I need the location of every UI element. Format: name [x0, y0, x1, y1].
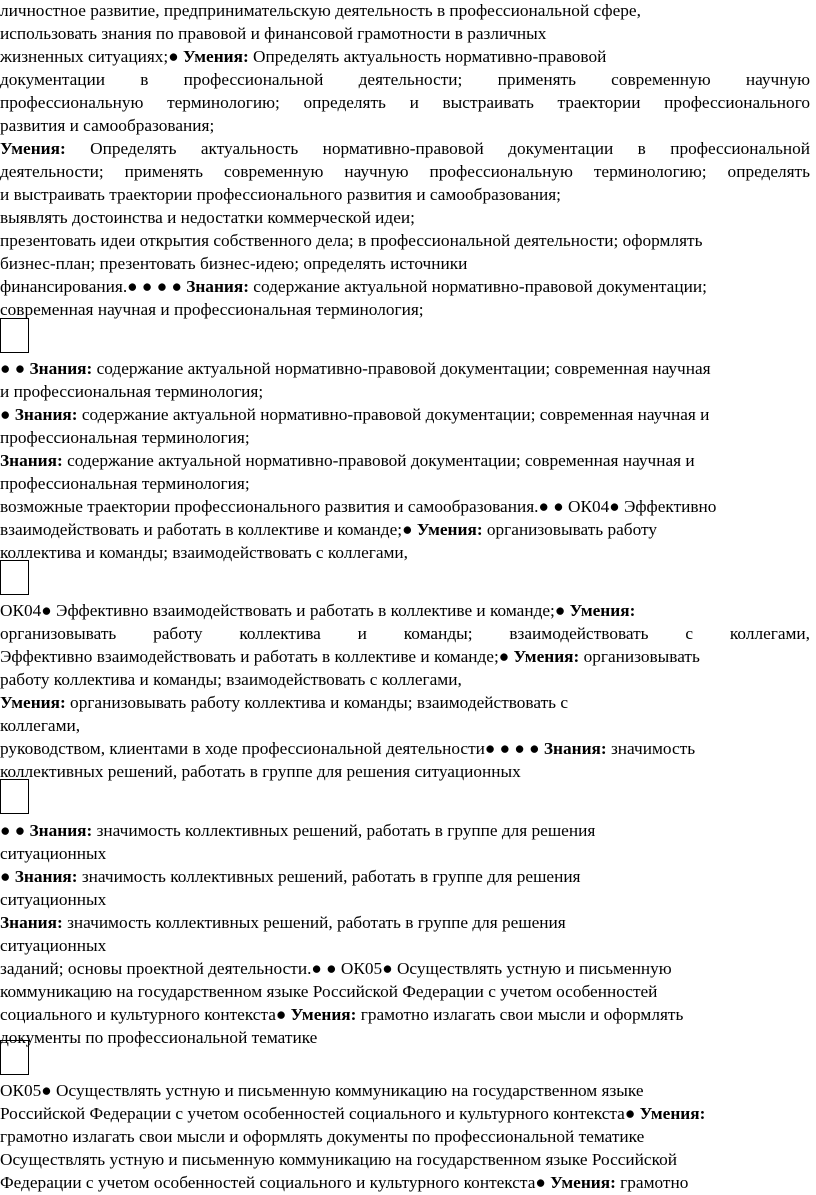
- text-line: [0, 496, 716, 519]
- bold-label: Умения:: [0, 139, 66, 158]
- text-line: [0, 981, 657, 1004]
- text-segment: Российской Федерации с учетом особенностей социального и культурного контекста●: [0, 1104, 640, 1123]
- text-segment: бизнес-план; презентовать бизнес-идею; определять источники: [0, 254, 468, 273]
- text-segment: значимость коллективных решений, работать в группе для решения: [62, 913, 566, 932]
- bold-label: Знания:: [14, 405, 78, 424]
- text-segment: развития и самообразования;: [0, 116, 215, 135]
- text-segment: значимость: [606, 739, 696, 758]
- text-segment: документы по профессиональной тематике: [0, 1028, 318, 1047]
- bold-label: Знания:: [29, 821, 93, 840]
- text-segment: руководством, клиентами в ходе профессиональной деятельности● ● ● ●: [0, 739, 544, 758]
- bold-label: Умения:: [639, 1104, 706, 1123]
- text-line: [0, 692, 568, 715]
- text-line: [0, 935, 106, 958]
- text-segment: грамотно излагать свои мысли и оформлять: [356, 1005, 684, 1024]
- bold-label: Знания:: [543, 739, 607, 758]
- text-line: [0, 299, 424, 322]
- text-line: [0, 23, 546, 46]
- text-line: [0, 115, 214, 138]
- text-line: [0, 358, 711, 381]
- text-line: [0, 473, 250, 496]
- bold-label: Знания:: [14, 867, 78, 886]
- text-segment: жизненных ситуациях;●: [0, 47, 183, 66]
- text-line: [0, 912, 566, 935]
- bold-label: Знания:: [0, 451, 63, 470]
- text-segment: Определять актуальность нормативно-правовой документации в профессиональной: [65, 139, 810, 158]
- text-line: [0, 138, 810, 161]
- bold-label: Знания:: [29, 359, 93, 378]
- text-line: [0, 761, 521, 784]
- text-segment: Определять актуальность нормативно-правовой: [248, 47, 607, 66]
- text-segment: ОК05● Осуществлять устную и письменную коммуникацию на государственном языке: [0, 1081, 644, 1100]
- text-segment: ●: [0, 405, 15, 424]
- text-segment: организовывать работу коллектива и команды; взаимодействовать с коллегами,: [0, 624, 810, 643]
- text-segment: личностное развитие, предпринимательскую деятельность в профессиональной сфере,: [0, 1, 641, 20]
- text-line: [0, 1149, 677, 1172]
- bold-label: Умения:: [569, 601, 636, 620]
- text-segment: коллегами,: [0, 716, 81, 735]
- text-line: [0, 450, 695, 473]
- text-segment: ОК04● Эффективно взаимодействовать и работать в коллективе и команде;●: [0, 601, 570, 620]
- text-segment: Осуществлять устную и письменную коммуникацию на государственном языке Российской: [0, 1150, 677, 1169]
- text-line: [0, 1004, 683, 1027]
- text-segment: социального и культурного контекста●: [0, 1005, 291, 1024]
- text-line: [0, 1103, 705, 1126]
- text-line: [0, 715, 80, 738]
- text-segment: ●: [0, 867, 15, 886]
- empty-image-placeholder: [0, 318, 29, 353]
- text-line: [0, 542, 408, 565]
- bold-label: Умения:: [182, 47, 249, 66]
- text-line: [0, 276, 707, 299]
- bold-label: Знания:: [0, 913, 63, 932]
- text-segment: коммуникацию на государственном языке Российской Федерации с учетом особенностей: [0, 982, 658, 1001]
- text-segment: содержание актуальной нормативно-правовой документации; современная научная и: [77, 405, 710, 424]
- text-line: [0, 92, 810, 115]
- empty-image-placeholder: [0, 560, 29, 595]
- text-line: [0, 381, 263, 404]
- text-line: [0, 958, 672, 981]
- text-segment: презентовать идеи открытия собственного дела; в профессиональной деятельности; оформлять: [0, 231, 703, 250]
- text-segment: организовывать: [579, 647, 700, 666]
- text-line: [0, 207, 415, 230]
- text-line: [0, 866, 581, 889]
- text-segment: ● ●: [0, 359, 30, 378]
- text-line: [0, 600, 635, 623]
- text-segment: коллектива и команды; взаимодействовать с коллегами,: [0, 543, 409, 562]
- text-segment: содержание актуальной нормативно-правовой документации; современная научная: [92, 359, 711, 378]
- text-line: [0, 1080, 644, 1103]
- text-segment: использовать знания по правовой и финансовой грамотности в различных: [0, 24, 547, 43]
- text-segment: профессиональная терминология;: [0, 428, 250, 447]
- bold-label: Умения:: [550, 1173, 616, 1192]
- text-line: [0, 230, 702, 253]
- text-segment: и выстраивать траектории профессионального развития и самообразования;: [0, 185, 561, 204]
- text-segment: современная научная и профессиональная терминология;: [0, 300, 424, 319]
- text-segment: ситуационных: [0, 844, 107, 863]
- bold-label: Умения:: [513, 647, 580, 666]
- text-segment: работу коллектива и команды; взаимодействовать с коллегами,: [0, 670, 462, 689]
- text-line: [0, 0, 641, 23]
- text-segment: ситуационных: [0, 936, 107, 955]
- text-segment: деятельности; применять современную научную профессиональную терминологию; определять: [0, 162, 810, 181]
- text-segment: ситуационных: [0, 890, 107, 909]
- text-segment: организовывать работу коллектива и команды; взаимодействовать с: [65, 693, 569, 712]
- text-line: [0, 820, 595, 843]
- text-segment: грамотно: [615, 1173, 689, 1192]
- text-segment: коллективных решений, работать в группе для решения ситуационных: [0, 762, 521, 781]
- text-segment: Эффективно взаимодействовать и работать в коллективе и команде;●: [0, 647, 514, 666]
- text-segment: выявлять достоинства и недостатки коммерческой идеи;: [0, 208, 415, 227]
- text-line: [0, 623, 810, 646]
- text-segment: профессиональная терминология;: [0, 474, 250, 493]
- text-segment: Федерации с учетом особенностей социального и культурного контекста●: [0, 1173, 551, 1192]
- text-segment: значимость коллективных решений, работать в группе для решения: [92, 821, 596, 840]
- text-line: [0, 69, 810, 92]
- text-line: [0, 669, 462, 692]
- text-segment: значимость коллективных решений, работать в группе для решения: [77, 867, 581, 886]
- text-line: [0, 427, 250, 450]
- text-segment: грамотно излагать свои мысли и оформлять документы по профессиональной тематике: [0, 1127, 645, 1146]
- text-line: [0, 843, 106, 866]
- text-line: [0, 253, 467, 276]
- text-line: [0, 404, 709, 427]
- text-segment: профессиональную терминологию; определять и выстраивать траектории профессионального: [0, 93, 810, 112]
- text-line: [0, 646, 700, 669]
- text-line: [0, 1126, 644, 1149]
- text-line: [0, 519, 657, 542]
- text-segment: заданий; основы проектной деятельности.● ● ОК05● Осуществлять устную и письменную: [0, 959, 672, 978]
- text-line: [0, 1172, 688, 1195]
- text-segment: содержание актуальной нормативно-правовой документации;: [248, 277, 707, 296]
- bold-label: Умения:: [290, 1005, 357, 1024]
- text-segment: содержание актуальной нормативно-правовой документации; современная научная и: [62, 451, 695, 470]
- text-line: [0, 46, 606, 69]
- text-line: [0, 161, 810, 184]
- text-segment: документации в профессиональной деятельности; применять современную научную: [0, 70, 810, 89]
- text-segment: ● ●: [0, 821, 30, 840]
- text-line: [0, 184, 561, 207]
- text-line: [0, 1027, 317, 1050]
- text-segment: возможные траектории профессионального развития и самообразования.● ● ОК04● Эффективно: [0, 497, 717, 516]
- bold-label: Умения:: [416, 520, 483, 539]
- text-segment: организовывать работу: [482, 520, 657, 539]
- text-segment: и профессиональная терминология;: [0, 382, 264, 401]
- empty-image-placeholder: [0, 779, 29, 814]
- bold-label: Умения:: [0, 693, 66, 712]
- text-line: [0, 889, 106, 912]
- text-segment: финансирования.● ● ● ●: [0, 277, 187, 296]
- text-segment: взаимодействовать и работать в коллективе и команде;●: [0, 520, 417, 539]
- bold-label: Знания:: [186, 277, 249, 296]
- text-line: [0, 738, 695, 761]
